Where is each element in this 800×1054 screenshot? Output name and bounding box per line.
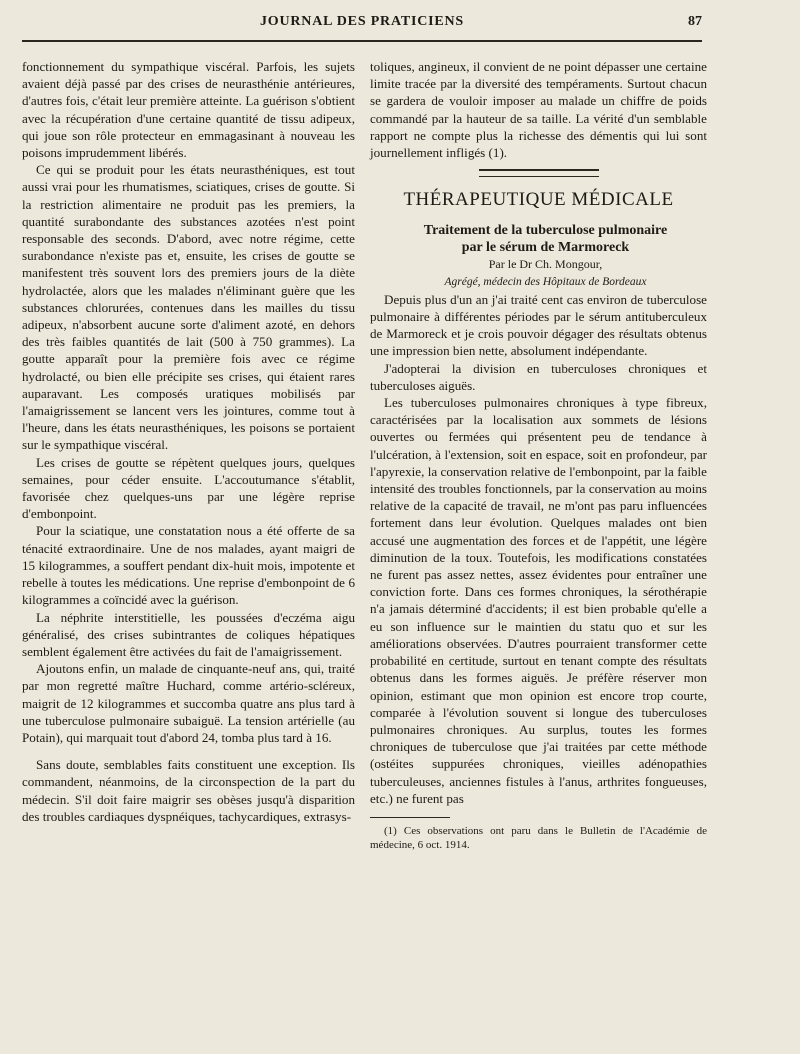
paragraph: Pour la sciatique, une constatation nous a été offerte de sa ténacité extraordinaire. Une de nos malades, ayant maigri de 15 kilogrammes, a souffert pendant dix-huit mois, impotente et rebelle à toutes les médications. Une reprise d'embonpoint de 6 kilogrammes a coïncidé avec la guérison. xyxy=(22,523,355,608)
paragraph: Sans doute, semblables faits constituent une exception. Ils commandent, néanmoins, de la circonspection de la part du médecin. S'il doit faire maigrir ses obèses jusqu'à disparition des troubles cardiaques dyspnéiques, tachycardiques, extrasys- xyxy=(22,757,355,824)
paragraph: Ajoutons enfin, un malade de cinquante-neuf ans, qui, traité par mon regretté maître Huchard, comme artério-scléreux, maigrit de 12 kilogrammes et succomba quatre ans plus tard à une tuberculose pulmonaire subaiguë. La tension artérielle (au Potain), qui marquait tout d'abord 24, tomba plus tard à 16. xyxy=(22,661,355,745)
paragraph: Depuis plus d'un an j'ai traité cent cas environ de tuberculose pulmonaire à différentes périodes par le sérum antituberculeux de Marmoreck et je crois pouvoir dégager des résultats obtenus une impression bien nette, absolument indépendante. xyxy=(370,291,707,359)
section-divider xyxy=(479,169,599,177)
header-rule xyxy=(22,40,702,42)
paragraph: La néphrite interstitielle, les poussées d'eczéma aigu généralisé, des crises subintrantes de coliques hépatiques semblent également être activées du fait de l'amaigrissement. xyxy=(22,609,355,659)
right-column xyxy=(370,58,707,852)
paragraph: toliques, angineux, il convient de ne point dépasser une certaine limite tracée par la diversité des tempéraments. Surtout chacun se gardera de vouloir imposer au malade un chiffre de poids commandé par la hauteur de sa taille. La vérité d'un semblable rapport ne compte plus la richesse des démentis qui lui sont journellement infligés (1). xyxy=(370,59,707,161)
section-title: THÉRAPEUTIQUE MÉDICALE xyxy=(403,189,674,211)
article-byline: Par le Dr Ch. Mongour, xyxy=(488,257,603,272)
journal-title: JOURNAL DES PRATICIENS xyxy=(259,14,465,29)
left-column xyxy=(22,58,355,825)
running-header xyxy=(22,14,702,36)
article-title-line2: par le sérum de Marmoreck xyxy=(461,240,630,256)
paragraph: Ce qui se produit pour les états neurasthéniques, est tout aussi vrai pour les rhumatismes, sciatiques, crises de goutte. Si la restriction alimentaire ne produit pas les premiers, la quantité surabondante des substances azotées n'est point responsable des seconds. D'abord, avec notre régime, cette surabondance n'existe pas et, ensuite, les crises de goutte se manifestent très souvent lors des premiers jours de la diète hydrolactée, alors que les malades n'éliminant guère que les substances chlorurées, contenues dans les mailles du tissu adipeux, n'absorbent aucune sorte d'aliment azoté, en dehors des très faibles quantités de lait (500 à 750 grammes). La goutte apparaît pour la première fois avec ce régime hydrolacté, ou bien elle précipite ses crises, qui étaient rares auparavant. Les composés uratiques mobilisés par l'amaigrissement se lancent vers les jointures, comme tout à l'heure, dans les états neurasthéniques, les poisons se portaient sur le sympathique viscéral. xyxy=(22,162,355,453)
footnote: (1) Ces observations ont paru dans le Bulletin de l'Académie de médecine, 6 oct. 1914. xyxy=(370,824,707,851)
article-title: Traitement de la tuberculose pulmonaire xyxy=(423,223,668,239)
paragraph: Les crises de goutte se répètent quelques jours, quelques semaines, pour céder ensuite. L'accoutumance s'établit, favorisée chez quelques-uns par une légère reprise d'embonpoint. xyxy=(22,454,355,522)
paragraph: fonctionnement du sympathique viscéral. Parfois, les sujets avaient déjà passé par des crises de neurasthénie antérieures, d'autres fois, c'était leur première atteinte. La guérison s'obtient avec la récupération d'une certaine quantité de tissu adipeux, qui joue son rôle protecteur en emmagasinant à nouveau les poisons imprudemment libérés. xyxy=(22,59,355,161)
author-affiliation: Agrégé, médecin des Hôpitaux de Bordeaux xyxy=(444,275,647,288)
paragraph: J'adopterai la division en tuberculoses chroniques et tuberculoses aiguës. xyxy=(370,360,707,393)
footnote-rule xyxy=(370,817,450,818)
page-number: 87 xyxy=(688,14,702,29)
paragraph: Les tuberculoses pulmonaires chroniques à type fibreux, caractérisées par la localisation aux sommets de lésions ouvertes ou fermées qui présentent peu de tendance à l'ulcération, à l'extension, soit en espace, soit en profondeur, par l'apyrexie, la conservation relative de l'embonpoint, par la faible intensité des troubles fonctionnels, par la conservation au moins relative de la capacité de travail, ne m'ont pas paru influencées fortement dans leur évolution. Quelques malades ont bien accusé une augmentation des forces et de l'appétit, une légère diminution de la toux. Toutefois, les modifications constatées ne furent pas assez nettes, assez évidentes pour entraîner une conviction forte. Dans ces formes chroniques, la sérothérapie n'a jamais déterminé d'accidents; il est bien probable qu'elle a eu son influence sur le maintien du statu quo et sur les améliorations observées. D'autres pourraient transformer cette probabilité en certitude, surtout en tenant compte des résultats obtenus dans les formes aiguës. Je préfère réserver mon opinion, estimant que mon opinion est encore trop courte, comparée à l'évolution souvent si longue des tuberculoses pulmonaires chroniques. Au surplus, toutes les formes chroniques de tuberculose que j'ai traitées par cette méthode (ostéites suppurées chroniques, vieilles adénopathies tuberculeuses, anciennes fistules à l'anus, arthrites fongueuses, etc.) ne furent pas xyxy=(370,395,707,806)
